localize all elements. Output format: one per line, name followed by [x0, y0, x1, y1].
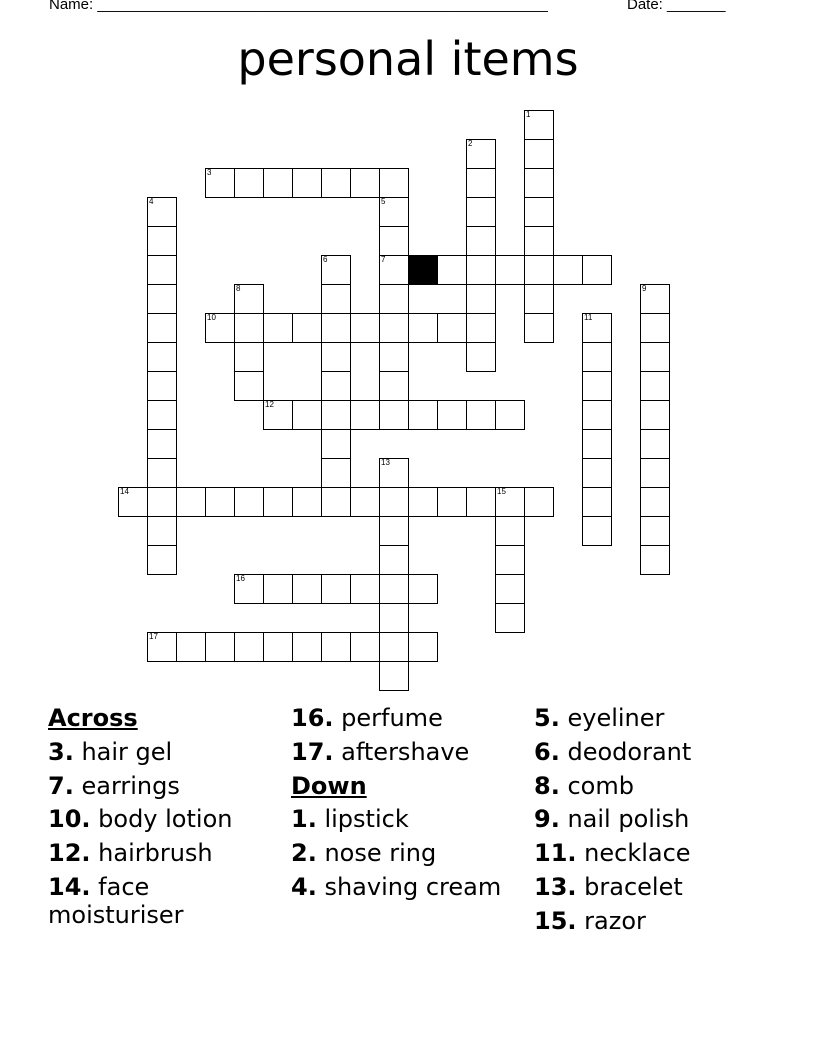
grid-cell[interactable] — [321, 313, 351, 343]
grid-cell[interactable] — [495, 603, 525, 633]
clue-number: 9. — [534, 805, 560, 834]
clue-number-label: 16 — [236, 574, 245, 583]
clue-text: perfume — [341, 704, 443, 732]
grid-cell[interactable] — [118, 487, 148, 517]
grid-cell[interactable] — [321, 400, 351, 430]
clue-text: hairbrush — [98, 839, 213, 868]
grid-cell[interactable] — [234, 371, 264, 401]
clue-number: 6. — [534, 737, 560, 766]
grid-cell[interactable] — [640, 429, 670, 459]
grid-cell[interactable] — [524, 313, 554, 343]
grid-cell[interactable] — [466, 139, 496, 169]
grid-cell[interactable] — [147, 226, 177, 256]
clue-across-12 — [48, 837, 288, 871]
grid-cell[interactable] — [640, 342, 670, 372]
grid-cell[interactable] — [640, 313, 670, 343]
clue-number: 16. — [291, 704, 334, 732]
grid-cell[interactable] — [379, 226, 409, 256]
clue-number-label: 3 — [207, 168, 212, 177]
grid-cell[interactable] — [640, 516, 670, 546]
clue-number-label: 4 — [149, 197, 154, 206]
grid-cell[interactable] — [437, 400, 467, 430]
clue-text: shaving cream — [324, 872, 502, 901]
grid-cell[interactable] — [176, 487, 206, 517]
grid-cell[interactable] — [524, 255, 554, 285]
grid-cell[interactable] — [292, 487, 322, 517]
grid-cell[interactable] — [582, 371, 612, 401]
clue-text: necklace — [584, 839, 691, 868]
grid-cell[interactable] — [466, 284, 496, 314]
clue-down-5 — [534, 702, 774, 736]
clue-number-label: 2 — [468, 139, 473, 148]
grid-cell[interactable] — [147, 545, 177, 575]
clue-number: 5. — [534, 704, 560, 732]
name-field-label: Name: ______________________________________________________ — [49, 0, 548, 13]
clue-number: 14. — [48, 872, 91, 901]
clue-number-label: 7 — [381, 255, 386, 264]
grid-cell[interactable] — [640, 371, 670, 401]
grid-cell[interactable] — [379, 516, 409, 546]
clue-down-11 — [534, 837, 774, 871]
clue-down-1 — [291, 803, 531, 837]
grid-cell[interactable] — [437, 313, 467, 343]
grid-cell[interactable] — [495, 487, 525, 517]
grid-cell[interactable] — [263, 487, 293, 517]
clue-number-label: 1 — [526, 110, 531, 119]
clue-text: eyeliner — [567, 704, 665, 732]
grid-cell[interactable] — [292, 313, 322, 343]
grid-cell[interactable] — [321, 371, 351, 401]
grid-cell[interactable] — [466, 400, 496, 430]
grid-cell[interactable] — [582, 458, 612, 488]
grid-cell[interactable] — [321, 255, 351, 285]
clue-number: 3. — [48, 737, 74, 766]
grid-cell[interactable] — [147, 342, 177, 372]
clue-column-2 — [291, 702, 531, 905]
grid-cell[interactable] — [582, 255, 612, 285]
clue-down-9 — [534, 803, 774, 837]
grid-cell[interactable] — [263, 313, 293, 343]
clue-text: nail polish — [567, 805, 690, 834]
grid-cell[interactable] — [263, 574, 293, 604]
clue-number-label: 13 — [381, 458, 390, 467]
grid-cell[interactable] — [408, 632, 438, 662]
puzzle-title: personal items — [237, 32, 579, 86]
grid-cell[interactable] — [205, 487, 235, 517]
across-heading: Across — [48, 704, 138, 732]
grid-cell[interactable] — [379, 632, 409, 662]
clue-number: 15. — [534, 906, 577, 935]
grid-cell[interactable] — [321, 342, 351, 372]
grid-cell[interactable] — [234, 313, 264, 343]
clue-number: 4. — [291, 872, 317, 901]
clue-down-8 — [534, 770, 774, 804]
blocked-cell — [408, 255, 438, 285]
grid-cell[interactable] — [147, 371, 177, 401]
date-field-label: Date: _______ — [627, 0, 726, 13]
grid-cell[interactable] — [495, 255, 525, 285]
grid-cell[interactable] — [466, 313, 496, 343]
grid-cell[interactable] — [582, 313, 612, 343]
grid-cell[interactable] — [379, 371, 409, 401]
grid-cell[interactable] — [466, 255, 496, 285]
clue-text: body lotion — [98, 805, 233, 834]
clue-text: aftershave — [341, 737, 470, 766]
grid-cell[interactable] — [147, 632, 177, 662]
grid-cell[interactable] — [524, 284, 554, 314]
grid-cell[interactable] — [147, 429, 177, 459]
clue-across-7 — [48, 770, 288, 804]
clue-number: 7. — [48, 771, 74, 800]
grid-cell[interactable] — [234, 284, 264, 314]
grid-cell[interactable] — [437, 255, 467, 285]
clue-text: hair gel — [81, 737, 173, 766]
clue-across-17 — [291, 736, 531, 770]
clue-number: 11. — [534, 839, 577, 868]
clue-down-4 — [291, 871, 531, 905]
clue-text: face moisturiser — [48, 872, 184, 929]
grid-cell[interactable] — [292, 168, 322, 198]
clue-text: lipstick — [324, 805, 409, 834]
grid-cell[interactable] — [640, 400, 670, 430]
grid-cell[interactable] — [524, 197, 554, 227]
grid-cell[interactable] — [147, 516, 177, 546]
grid-cell[interactable] — [263, 168, 293, 198]
grid-cell[interactable] — [379, 545, 409, 575]
clue-column-3 — [534, 702, 774, 939]
clue-number-label: 6 — [323, 255, 328, 264]
grid-cell[interactable] — [147, 400, 177, 430]
clue-down-15 — [534, 905, 774, 939]
clue-number: 2. — [291, 839, 317, 868]
grid-cell[interactable] — [147, 284, 177, 314]
grid-cell[interactable] — [640, 284, 670, 314]
clue-text: comb — [567, 771, 634, 800]
clue-number-label: 11 — [584, 313, 593, 322]
grid-cell[interactable] — [524, 226, 554, 256]
grid-cell[interactable] — [234, 168, 264, 198]
grid-cell[interactable] — [321, 429, 351, 459]
grid-cell[interactable] — [379, 255, 409, 285]
clue-text: earrings — [81, 771, 180, 800]
clue-number-label: 12 — [265, 400, 274, 409]
grid-cell[interactable] — [379, 342, 409, 372]
grid-cell[interactable] — [408, 313, 438, 343]
grid-cell[interactable] — [495, 545, 525, 575]
grid-cell[interactable] — [640, 545, 670, 575]
grid-cell[interactable] — [321, 632, 351, 662]
grid-cell[interactable] — [350, 168, 380, 198]
clue-down-6 — [534, 736, 774, 770]
clue-across-10 — [48, 803, 288, 837]
grid-cell[interactable] — [524, 487, 554, 517]
grid-cell[interactable] — [205, 168, 235, 198]
grid-cell[interactable] — [379, 313, 409, 343]
grid-cell[interactable] — [321, 168, 351, 198]
grid-cell[interactable] — [466, 226, 496, 256]
clue-text: nose ring — [324, 839, 437, 868]
grid-cell[interactable] — [408, 487, 438, 517]
grid-cell[interactable] — [234, 574, 264, 604]
grid-cell[interactable] — [292, 400, 322, 430]
grid-cell[interactable] — [350, 400, 380, 430]
grid-cell[interactable] — [234, 632, 264, 662]
grid-cell[interactable] — [582, 516, 612, 546]
clue-number-label: 17 — [149, 632, 158, 641]
grid-cell[interactable] — [147, 313, 177, 343]
grid-cell[interactable] — [437, 487, 467, 517]
clue-number-label: 9 — [642, 284, 647, 293]
grid-cell[interactable] — [379, 400, 409, 430]
grid-cell[interactable] — [524, 110, 554, 140]
down-heading: Down — [291, 771, 367, 800]
grid-cell[interactable] — [640, 487, 670, 517]
grid-cell[interactable] — [292, 574, 322, 604]
grid-cell[interactable] — [379, 197, 409, 227]
clue-number: 13. — [534, 872, 577, 901]
clue-number: 10. — [48, 805, 91, 834]
grid-cell[interactable] — [350, 574, 380, 604]
grid-cell[interactable] — [147, 487, 177, 517]
grid-cell[interactable] — [176, 632, 206, 662]
grid-cell[interactable] — [466, 342, 496, 372]
grid-cell[interactable] — [582, 429, 612, 459]
grid-cell[interactable] — [640, 458, 670, 488]
grid-cell[interactable] — [495, 400, 525, 430]
grid-cell[interactable] — [582, 487, 612, 517]
grid-cell[interactable] — [205, 632, 235, 662]
clue-across-14 — [48, 871, 288, 933]
grid-cell[interactable] — [495, 516, 525, 546]
clue-text: deodorant — [567, 737, 692, 766]
grid-cell[interactable] — [147, 197, 177, 227]
grid-cell[interactable] — [524, 168, 554, 198]
clue-column-1 — [48, 702, 288, 933]
grid-cell[interactable] — [524, 139, 554, 169]
grid-cell[interactable] — [379, 487, 409, 517]
grid-cell[interactable] — [408, 574, 438, 604]
grid-cell[interactable] — [321, 487, 351, 517]
clue-text: razor — [584, 906, 646, 935]
grid-cell[interactable] — [147, 458, 177, 488]
grid-cell[interactable] — [263, 400, 293, 430]
grid-cell[interactable] — [466, 168, 496, 198]
grid-cell[interactable] — [466, 197, 496, 227]
clue-number-label: 15 — [497, 487, 506, 496]
grid-cell[interactable] — [379, 661, 409, 691]
clue-text: bracelet — [584, 872, 683, 901]
grid-cell[interactable] — [263, 632, 293, 662]
clue-number: 12. — [48, 839, 91, 868]
grid-cell[interactable] — [292, 632, 322, 662]
grid-cell[interactable] — [379, 284, 409, 314]
clue-across-3 — [48, 736, 288, 770]
clue-number: 1. — [291, 805, 317, 834]
grid-cell[interactable] — [321, 458, 351, 488]
grid-cell[interactable] — [234, 487, 264, 517]
grid-cell[interactable] — [379, 458, 409, 488]
grid-cell[interactable] — [147, 255, 177, 285]
grid-cell[interactable] — [408, 400, 438, 430]
clue-number-label: 10 — [207, 313, 216, 322]
grid-cell[interactable] — [350, 313, 380, 343]
grid-cell[interactable] — [466, 487, 496, 517]
clue-across-16 — [291, 702, 531, 736]
grid-cell[interactable] — [205, 313, 235, 343]
grid-cell[interactable] — [379, 574, 409, 604]
clue-down-2 — [291, 837, 531, 871]
clue-number-label: 14 — [120, 487, 129, 496]
grid-cell[interactable] — [321, 284, 351, 314]
grid-cell[interactable] — [321, 574, 351, 604]
grid-cell[interactable] — [350, 487, 380, 517]
clue-number: 17. — [291, 737, 334, 766]
grid-cell[interactable] — [553, 255, 583, 285]
clue-number-label: 8 — [236, 284, 241, 293]
clue-number-label: 5 — [381, 197, 386, 206]
grid-cell[interactable] — [350, 632, 380, 662]
clue-number: 8. — [534, 771, 560, 800]
grid-cell[interactable] — [582, 342, 612, 372]
grid-cell[interactable] — [379, 603, 409, 633]
grid-cell[interactable] — [379, 168, 409, 198]
grid-cell[interactable] — [495, 574, 525, 604]
clue-down-13 — [534, 871, 774, 905]
grid-cell[interactable] — [234, 342, 264, 372]
grid-cell[interactable] — [582, 400, 612, 430]
